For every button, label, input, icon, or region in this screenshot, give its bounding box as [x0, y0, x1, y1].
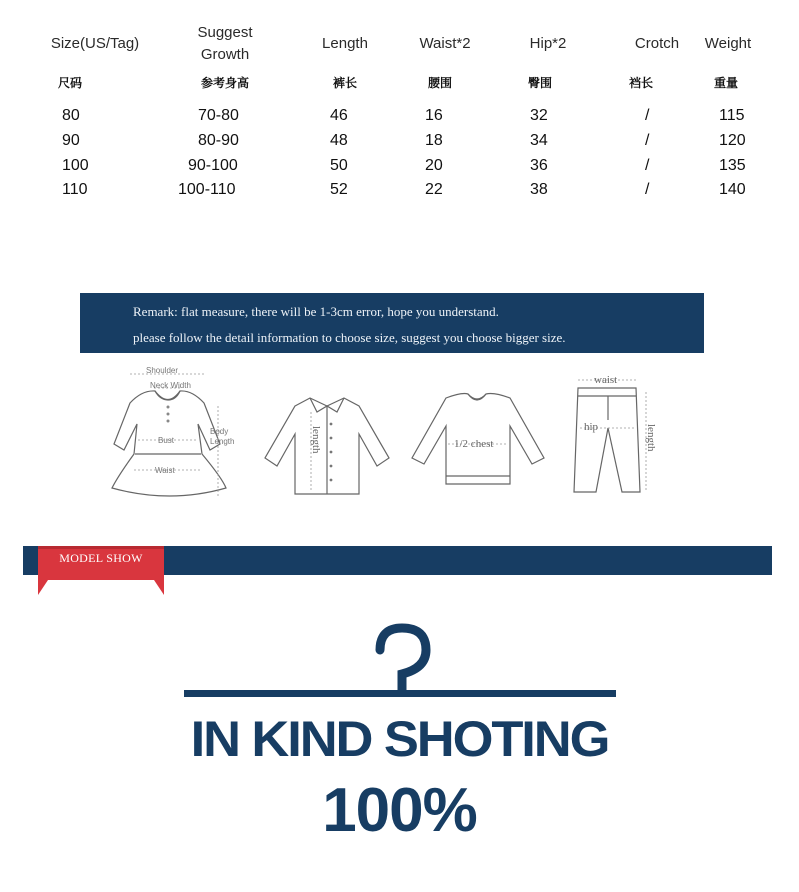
cell-size: 80 — [62, 107, 80, 124]
header-suggest-growth — [180, 22, 270, 66]
cell-length: 52 — [330, 181, 348, 198]
header-suggest-line: Suggest — [197, 24, 253, 41]
remark-line-1: Remark: flat measure, there will be 1-3cm error, hope you understand. — [133, 304, 499, 319]
slogan-percent: 100% — [322, 776, 477, 845]
cell-length: 46 — [330, 107, 348, 124]
cell-crotch: / — [645, 107, 650, 124]
hanger-icon — [180, 620, 620, 700]
cell-waist: 16 — [425, 107, 443, 124]
cell-size: 90 — [62, 132, 80, 149]
header-cn-crotch: 裆长 — [628, 76, 653, 90]
header-hip: Hip*2 — [529, 35, 567, 52]
header-size: Size(US/Tag) — [50, 35, 140, 52]
header-growth-line: Growth — [200, 46, 250, 63]
dress-body-label: Body — [210, 427, 229, 436]
cell-growth: 90-100 — [188, 157, 238, 174]
cell-length: 48 — [330, 132, 348, 149]
dress-neck-width-label: Neck Width — [150, 381, 191, 390]
header-cn-length: 裤长 — [332, 76, 357, 90]
cell-weight: 115 — [719, 107, 745, 124]
sweater-chest-label: 1/2 chest — [454, 438, 494, 450]
cell-hip: 32 — [530, 107, 548, 124]
measurement-diagrams — [80, 358, 704, 518]
cell-size: 100 — [62, 157, 89, 174]
cell-crotch: / — [645, 181, 650, 198]
header-cn-size: 尺码 — [57, 76, 82, 90]
dress-length-label: Length — [210, 437, 235, 446]
remark-line-2: please follow the detail information to choose size, suggest you choose bigger size. — [133, 330, 566, 345]
header-weight: Weight — [704, 35, 752, 52]
dress-shoulder-label: Shoulder — [146, 366, 179, 375]
header-cn-waist: 腰围 — [427, 76, 452, 90]
cell-weight: 135 — [719, 157, 746, 174]
cell-waist: 18 — [425, 132, 443, 149]
cell-hip: 36 — [530, 157, 548, 174]
cell-weight: 120 — [719, 132, 746, 149]
header-waist: Waist*2 — [419, 35, 471, 52]
remark-banner — [80, 293, 704, 353]
pants-diagram — [564, 358, 704, 508]
dress-diagram — [80, 358, 250, 508]
shirt-diagram — [255, 358, 395, 508]
shirt-length-label: length — [310, 426, 322, 454]
cell-growth: 70-80 — [198, 107, 239, 124]
dress-waist-label: Waist — [155, 466, 175, 475]
header-cn-growth: 参考身高 — [200, 76, 249, 90]
cell-size: 110 — [62, 181, 88, 198]
cell-growth: 80-90 — [198, 132, 239, 149]
pants-hip-label: hip — [584, 421, 599, 433]
cell-crotch: / — [645, 132, 650, 149]
pants-waist-label: waist — [594, 374, 618, 386]
cell-hip: 34 — [530, 132, 548, 149]
cell-crotch: / — [645, 157, 650, 174]
header-cn-hip: 臀围 — [527, 76, 552, 90]
model-show-label: MODEL SHOW — [59, 551, 143, 565]
pants-length-label: length — [645, 424, 657, 452]
header-cn-weight: 重量 — [713, 76, 738, 90]
size-table — [0, 0, 799, 210]
cell-growth: 100-110 — [178, 181, 236, 198]
cell-hip: 38 — [530, 181, 548, 198]
sweater-diagram — [402, 358, 552, 508]
header-length: Length — [322, 35, 368, 52]
cell-weight: 140 — [719, 181, 746, 198]
cell-length: 50 — [330, 157, 348, 174]
dress-bust-label: Bust — [158, 436, 175, 445]
header-crotch: Crotch — [634, 35, 680, 52]
cell-waist: 20 — [425, 157, 443, 174]
cell-waist: 22 — [425, 181, 443, 198]
slogan-in-kind: IN KIND SHOTING — [190, 711, 609, 767]
